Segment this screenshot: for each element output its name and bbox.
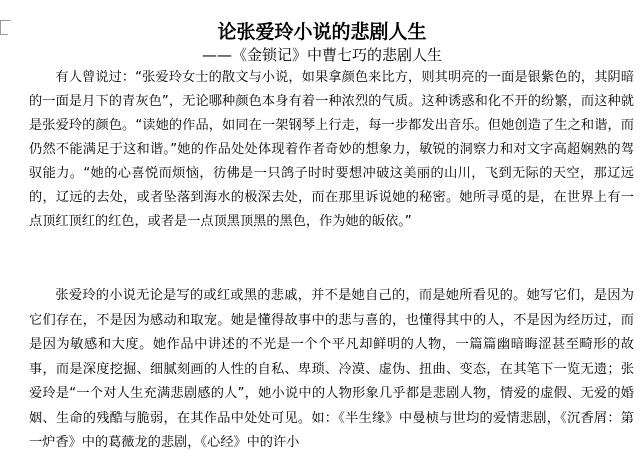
body-paragraph-2-block: [29, 284, 634, 456]
body-paragraph: 张爱玲的小说无论是写的或红或黑的悲戚，并不是她自己的，而是她所看见的。她写它们，是因为它们存在，不是因为感动和取宠。她是懂得故事中的悲与喜的，也懂得其中的人，不是因为经历过，而是因为敏感和大度。她作品中讲述的不光是一个个平凡却鲜明的人物，一篇篇幽暗晦涩甚至畸形的故事，而是深度挖掘、细腻刻画的人性的自私、卑琐、冷漠、虚伪、扭曲、变态，在其笔下一览无遗；张爱玲是“一个对人生充满悲剧感的人”，她小说中的人物形象几乎都是悲剧人物，情爱的虚假、无爱的婚姻、生命的残酷与脆弱，在其作品中处处可见。如：《半生缘》中曼桢与世均的爱情悲剧，《沉香屑：第一炉香》中的葛薇龙的悲剧，《心经》中的许小: [29, 288, 634, 450]
document-subtitle: ——《金锁记》中曹七巧的悲剧人生: [201, 46, 442, 64]
document-title: 论张爱玲小说的悲剧人生: [217, 21, 427, 43]
body-paragraph-1-block: [29, 66, 634, 234]
body-paragraph: 有人曾说过：“张爱玲女士的散文与小说，如果拿颜色来比方，则其明亮的一面是银紫色的，其阴暗的一面是月下的青灰色”，无论哪种颜色本身有着一种浓烈的气质。这种诱惑和化不开的纷繁，而这种就是张爱玲的颜色。“读她的作品，如同在一架钢琴上行走，每一步都发出音乐。但她创造了生之和谐，而仍然不能满足于这和谐。”她的作品处处体现着作者奇妙的想象力，敏锐的洞察力和对文字高超娴熟的驾驭能力。“她的心喜悦而烦恼，彷佛是一只鸽子时时要想冲破这美丽的山川，飞到无际的天空，那辽远的，辽远的去处，或者坠落到海水的极深去处，而在那里诉说她的秘密。她所寻觅的是，在世界上有一点顶红顶红的红色，或者是一点顶黑顶黑的黑色，作为她的皈依。”: [29, 70, 634, 229]
